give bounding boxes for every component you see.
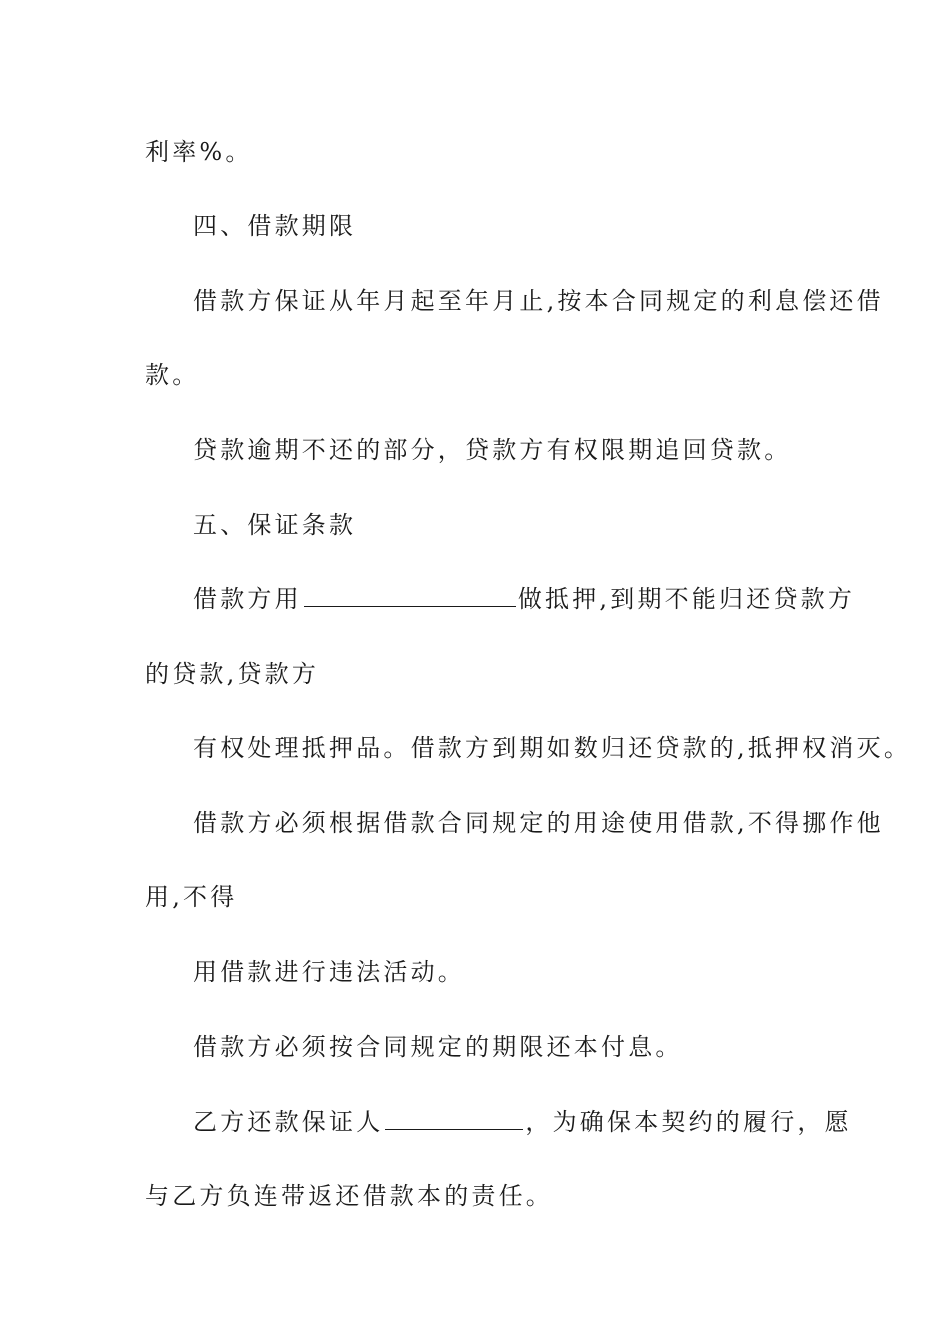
- guarantor-text-after: ，为确保本契约的履行，愿: [525, 1108, 852, 1136]
- paragraph-collateral: [193, 584, 855, 614]
- paragraph-repay-on-time: 借款方必须按合同规定的期限还本付息。: [193, 1033, 683, 1061]
- paragraph-repayment-period-cont: 款。: [145, 361, 200, 389]
- guarantor-text-before: 乙方还款保证人: [193, 1108, 384, 1136]
- paragraph-loan-usage-cont: 用,不得: [145, 883, 238, 911]
- paragraph-collateral-disposal: 有权处理抵押品。借款方到期如数归还贷款的,抵押权消灭。: [193, 734, 912, 762]
- paragraph-overdue: 贷款逾期不还的部分，贷款方有权限期追回贷款。: [193, 436, 792, 464]
- collateral-text-after: 做抵押,到期不能归还贷款方: [517, 585, 856, 613]
- section-heading-loan-term: 四、借款期限: [193, 212, 357, 240]
- paragraph-collateral-cont: 的贷款,贷款方: [145, 660, 320, 688]
- collateral-text-before: 借款方用: [193, 585, 302, 613]
- paragraph-illegal-activities: 用借款进行违法活动。: [193, 958, 465, 986]
- paragraph-repayment-period: 借款方保证从年月起至年月止,按本合同规定的利息偿还借: [193, 287, 884, 315]
- paragraph-interest-rate: 利率%。: [145, 138, 253, 166]
- paragraph-guarantor: [193, 1107, 852, 1137]
- paragraph-joint-liability: 与乙方负连带返还借款本的责任。: [145, 1182, 553, 1210]
- collateral-blank-field: [304, 585, 516, 607]
- section-heading-guarantee: 五、保证条款: [193, 511, 357, 539]
- paragraph-loan-usage: 借款方必须根据借款合同规定的用途使用借款,不得挪作他: [193, 809, 884, 837]
- guarantor-blank-field: [385, 1108, 523, 1130]
